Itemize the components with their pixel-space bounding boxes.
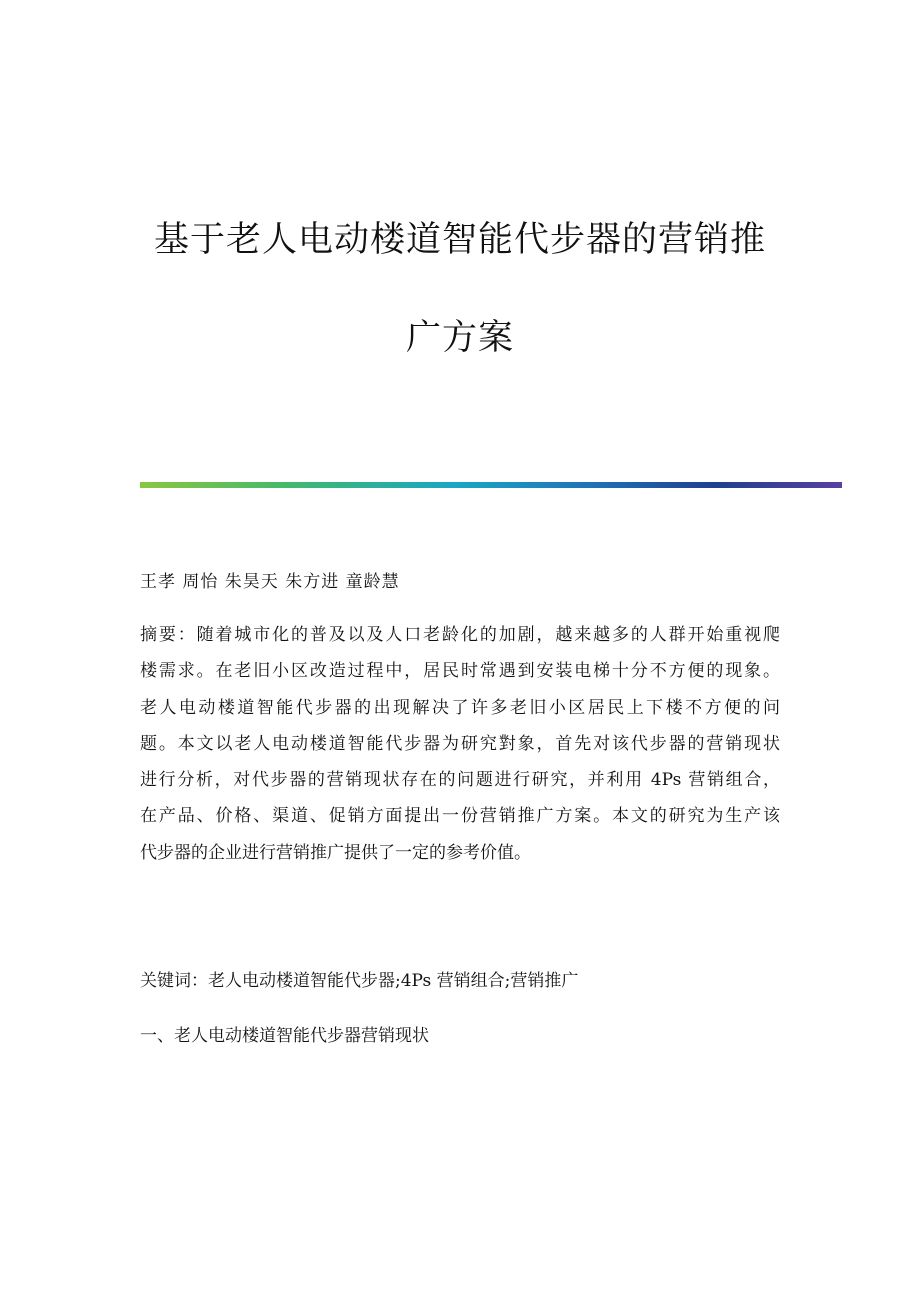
abstract-line: 老人电动楼道智能代步器的出现解决了许多老旧小区居民上下楼不方便的问 — [140, 697, 780, 718]
keywords-line: 关键词：老人电动楼道智能代步器;4Ps 营销组合;营销推广 — [140, 971, 579, 991]
document-title-line-2: 广方案 — [405, 318, 514, 358]
author-list: 王孝 周怡 朱昊天 朱方进 童龄慧 — [140, 572, 400, 592]
abstract-line: 进行分析，对代步器的营销现状存在的问题进行研究，并利用 4Ps 营销组合， — [140, 770, 780, 791]
abstract-line: 在产品、价格、渠道、促销方面提出一份营销推广方案。本文的研究为生产该 — [140, 806, 780, 827]
abstract-line: 代步器的企业进行营销推广提供了一定的参考价值。 — [140, 842, 531, 863]
abstract-line: 题。本文以老人电动楼道智能代步器为研究對象，首先对该代步器的营销现状 — [140, 733, 780, 754]
document-title-line-1: 基于老人电动楼道智能代步器的营销推 — [153, 220, 766, 260]
abstract-line: 楼需求。在老旧小区改造过程中，居民时常遇到安装电梯十分不方便的现象。 — [140, 661, 780, 682]
title-divider-rule — [140, 482, 842, 488]
section-heading: 一、老人电动楼道智能代步器营销现状 — [140, 1026, 429, 1046]
abstract-paragraph — [140, 617, 780, 871]
abstract-line: 摘要：随着城市化的普及以及人口老龄化的加剧，越来越多的人群开始重视爬 — [140, 625, 780, 645]
